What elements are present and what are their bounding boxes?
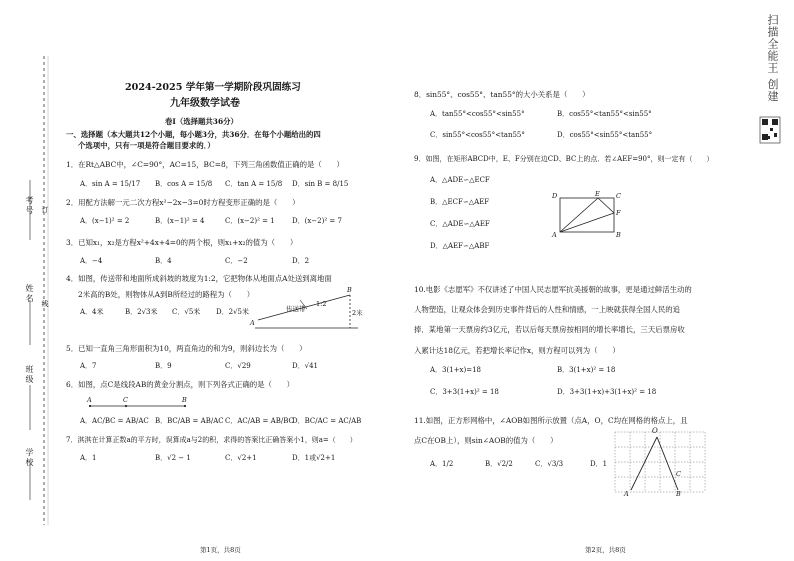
q11-option-c[interactable]: C．√3/3 xyxy=(535,460,564,468)
q9-segment-ae xyxy=(560,198,598,232)
q9-option-d[interactable]: D．△AEF∽△ABF xyxy=(430,242,490,250)
q9-option-b[interactable]: B．△ECF∽△AEF xyxy=(430,198,490,206)
section-heading: 卷Ⅰ（选择题共36分） xyxy=(165,117,238,126)
q9-rectangle xyxy=(560,198,614,232)
q9-figure xyxy=(560,198,614,232)
q7-option-a[interactable]: A．1 xyxy=(80,454,97,462)
footer-page-right: 第2页，共8页 xyxy=(585,546,626,554)
section1-intro-line1: 一、选择题（本大题共12个小题，每小题3分，共36分．在每个小题给出的四 xyxy=(66,130,321,139)
q6-option-c[interactable]: C．AC/AB = AB/BC xyxy=(225,417,294,425)
q1-option-b[interactable]: B．cos A = 15/8 xyxy=(155,180,213,188)
q10-option-c[interactable]: C．3+3(1+x)² = 18 xyxy=(430,388,499,396)
q10-line1: 10.电影《志愿军》不仅讲述了中国人民志愿军抗美援朝的故事，更是通过鲜活生动的 xyxy=(414,285,692,294)
q4-conveyor-label: 传送带 xyxy=(286,305,306,313)
q2-option-c[interactable]: C．(x−2)² = 1 xyxy=(225,217,275,225)
qr-code xyxy=(760,117,780,143)
q11-point-b-label: B xyxy=(676,490,681,498)
class-label: 班级 xyxy=(25,365,34,385)
q6-point-a-label: A xyxy=(87,396,92,404)
q2-option-d[interactable]: D．(x−2)² = 7 xyxy=(292,217,342,225)
q8-option-c[interactable]: C．sin55°<cos55°<tan55° xyxy=(430,131,525,139)
q6-option-d[interactable]: D．BC/AC = AC/AB xyxy=(292,417,362,425)
q8-option-a[interactable]: A．tan55°<cos55°<sin55° xyxy=(430,110,525,118)
q2-option-b[interactable]: B．(x−1)² = 4 xyxy=(155,217,205,225)
q9-option-a[interactable]: A．△ADE∽△ECF xyxy=(430,176,490,184)
q6-option-b[interactable]: B．BC/AB = AB/AC xyxy=(155,417,224,425)
q9-point-c-label: C xyxy=(616,192,621,200)
name-label: 姓名 xyxy=(25,284,34,304)
q11-ray-oa xyxy=(631,437,657,490)
q4-point-b-label: B xyxy=(347,286,352,294)
q9-point-f-label: F xyxy=(616,209,621,217)
q9-segment-af xyxy=(560,213,614,232)
school-label: 学校 xyxy=(25,448,34,468)
q4-ratio-label: 1:2 xyxy=(316,300,327,308)
exam-subtitle: 九年级数学试卷 xyxy=(170,98,240,109)
q11-point-a-label: A xyxy=(624,490,629,498)
section1-intro-line2: 个选项中，只有一项是符合题目要求的．） xyxy=(78,141,215,150)
q5-option-a[interactable]: A．7 xyxy=(80,362,97,370)
q3-option-b[interactable]: B．4 xyxy=(155,257,172,265)
q6-point-c xyxy=(125,405,127,407)
q11-option-a[interactable]: A．1/2 xyxy=(430,460,454,468)
q5-option-b[interactable]: B．9 xyxy=(155,362,172,370)
exam-title: 2024-2025 学年第一学期阶段巩固练习 xyxy=(125,82,301,93)
q3-option-a[interactable]: A．−4 xyxy=(80,257,103,265)
q8-option-d[interactable]: D．cos55°<sin55°<tan55° xyxy=(557,131,653,139)
q4-stem-line1: 4．如图，传送带和地面所成斜坡的坡度为1:2，它把物体从地面点A处送到离地面 xyxy=(66,274,332,283)
q6-point-b xyxy=(184,405,186,407)
footer-page-left: 第1页，共8页 xyxy=(200,546,241,554)
q10-option-b[interactable]: B．3(1+x)² = 18 xyxy=(557,366,616,374)
q6-stem: 6．如图，点C是线段AB的黄金分割点，则下列各式正确的是（ ） xyxy=(66,380,295,389)
q2-option-a[interactable]: A．(x−1)² = 2 xyxy=(80,217,130,225)
binding-xian: 线 xyxy=(41,300,49,309)
q9-point-a-label: A xyxy=(552,231,557,239)
q6-figure xyxy=(89,405,186,407)
q9-point-d-label: D xyxy=(552,192,558,200)
q4-option-a[interactable]: A．4米 xyxy=(80,308,104,316)
q7-option-b[interactable]: B．√2 − 1 xyxy=(155,454,191,462)
q2-stem: 2．用配方法解一元二次方程x²−2x−3=0时方程变形正确的是（ ） xyxy=(66,198,300,207)
q1-stem: 1．在Rt△ABC中，∠C=90°，AC=15，BC=8，下列三角函数值正确的是（ ） xyxy=(66,160,344,169)
q6-option-a[interactable]: A．AC/BC = AB/AC xyxy=(80,417,149,425)
binding-ding: 订 xyxy=(41,206,49,215)
q6-point-b-label: B xyxy=(182,396,187,404)
q4-option-b[interactable]: B．2√3米 xyxy=(125,308,158,316)
q10-option-d[interactable]: D．3+3(1+x)+3(1+x)² = 18 xyxy=(557,388,657,396)
q11-option-d[interactable]: D．1 xyxy=(590,460,608,468)
q5-stem: 5．已知一直角三角形面积为10，两直角边的和为9，则斜边长为（ ） xyxy=(66,344,307,353)
q8-stem: 8．sin55°、cos55°、tan55°的大小关系是（ ） xyxy=(414,90,590,99)
q9-point-b-label: B xyxy=(616,231,621,239)
q10-option-a[interactable]: A．3(1+x)=18 xyxy=(430,366,482,374)
q4-option-c[interactable]: C．√5米 xyxy=(172,308,201,316)
q11-angle-lines xyxy=(631,437,678,490)
q11-figure xyxy=(615,432,705,492)
q10-line4: 入累计达18亿元，若把增长率记作x，则方程可以列为（ ） xyxy=(414,346,620,355)
q11-point-c-label: C xyxy=(676,470,681,478)
q4-figure xyxy=(255,295,358,328)
q11-line1: 11.如图，正方形网格中，∠AOB如图所示放置（点A，O，C均在网格的格点上，且 xyxy=(414,416,688,425)
q8-option-b[interactable]: B．cos55°<tan55°<sin55° xyxy=(557,110,652,118)
q10-line2: 人物塑造，让观众体会到历史事件背后的人性和情感，一上映就获得全国人民的追 xyxy=(414,305,681,314)
q3-option-c[interactable]: C．−2 xyxy=(225,257,248,265)
q1-option-c[interactable]: C．tan A = 15/8 xyxy=(225,180,283,188)
q1-option-a[interactable]: A．sin A = 15/17 xyxy=(80,180,141,188)
q7-option-c[interactable]: C．√2+1 xyxy=(225,454,257,462)
q7-option-d[interactable]: D．1或√2+1 xyxy=(292,454,336,462)
q10-line3: 捧．某地第一天票房约3亿元，若以后每天票房按相同的增长率增长，三天后票房收 xyxy=(414,325,685,334)
q5-option-d[interactable]: D．√41 xyxy=(292,362,318,370)
exam-no-label: 考号 xyxy=(25,196,34,216)
q4-point-a-label: A xyxy=(250,319,255,327)
q3-option-d[interactable]: D．2 xyxy=(292,257,310,265)
q9-point-e-label: E xyxy=(595,190,600,198)
q11-line2: 点C在OB上），则sin∠AOB的值为（ ） xyxy=(414,436,558,445)
q1-option-d[interactable]: D．sin B = 8/15 xyxy=(292,180,349,188)
q5-option-c[interactable]: C．√29 xyxy=(225,362,251,370)
q11-option-b[interactable]: B．√2/2 xyxy=(485,460,513,468)
q9-option-c[interactable]: C．△ADE∽△AEF xyxy=(430,220,490,228)
q4-height-label: 2米 xyxy=(352,309,363,317)
q9-stem: 9．如图，在矩形ABCD中，E、F分别在边CD、BC上的点．若∠AEF=90°，则一定有（ ） xyxy=(414,155,714,163)
q7-stem: 7．淇淇在计算正数a的平方时，误算成a与2的积，求得的答案比正确答案小1，则a=（ ） xyxy=(66,436,357,444)
q3-stem: 3．已知x₁，x₂是方程x²+4x+4=0的两个根，则x₁+x₂的值为（ ） xyxy=(66,238,298,247)
q4-stem-line2: 2米高的B处，则物体从A到B所经过的路程为（ ） xyxy=(78,290,255,299)
q6-point-a xyxy=(89,405,91,407)
q11-point-o-label: O xyxy=(652,427,658,435)
q9-segment-ef xyxy=(598,198,614,213)
q6-point-c-label: C xyxy=(123,396,128,404)
q4-option-d[interactable]: D．2√5米 xyxy=(216,308,249,316)
scanner-watermark: 扫描全能王 创建 xyxy=(766,14,779,103)
